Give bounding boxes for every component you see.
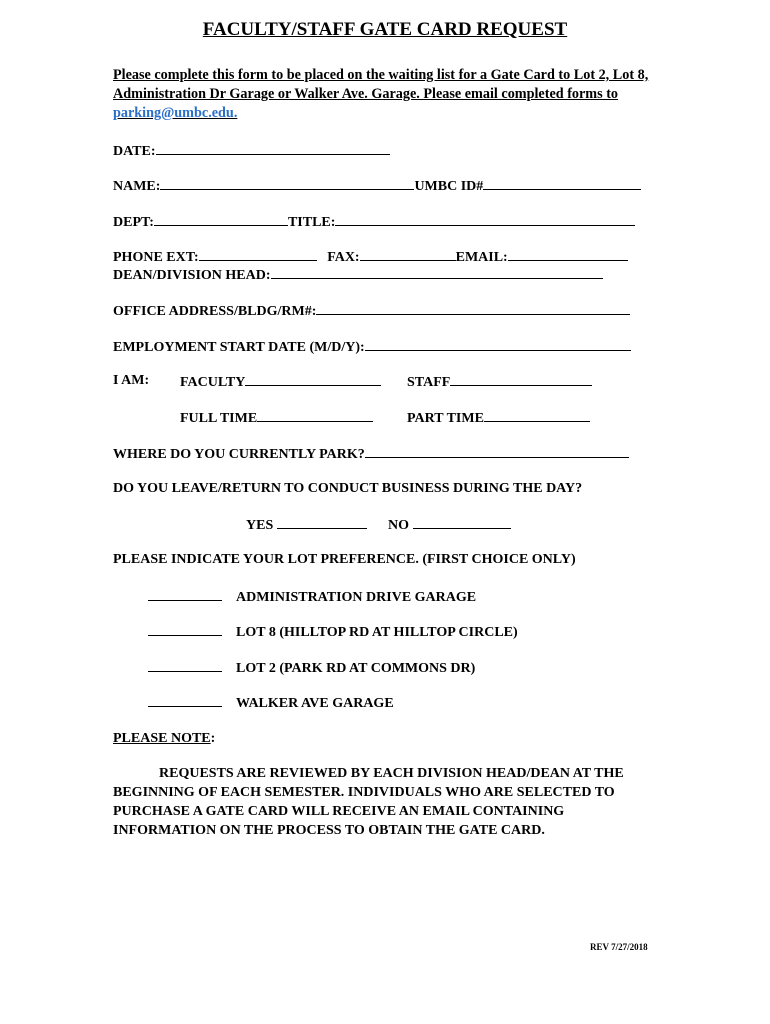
umbc-id-field[interactable]: [483, 176, 641, 190]
lot-option-label: LOT 8 (HILLTOP RD AT HILLTOP CIRCLE): [236, 625, 518, 640]
yes-label: YES: [246, 518, 274, 533]
phone-row: [113, 247, 628, 267]
yes-field[interactable]: [277, 515, 367, 529]
note-body-text: REQUESTS ARE REVIEWED BY EACH DIVISION HEAD/DEAN AT THE BEGINNING OF EACH SEMESTER. INDIVIDUALS WHO ARE SELECTED TO PURCHASE A GATE CARD WILL RECEIVE AN EMAIL CONTAINING INFORMATION ON THE PROCESS TO OBTAIN THE GATE CARD.: [113, 766, 624, 838]
faculty-label: FACULTY: [180, 375, 246, 390]
where-park-row: [113, 444, 629, 464]
employment-row: [113, 337, 631, 357]
dept-field[interactable]: [154, 212, 288, 226]
full-time-label: FULL TIME: [180, 411, 258, 426]
office-row: [113, 301, 630, 321]
dept-row: [113, 212, 635, 232]
staff-field[interactable]: [450, 372, 592, 386]
note-heading: PLEASE NOTE: [113, 731, 211, 746]
umbc-id-label: UMBC ID#: [414, 179, 484, 194]
lot-option-label: ADMINISTRATION DRIVE GARAGE: [236, 590, 477, 605]
name-label: NAME:: [113, 179, 161, 194]
date-row: [113, 141, 390, 161]
part-time-row: [407, 408, 590, 428]
where-park-field[interactable]: [365, 444, 629, 458]
intro-paragraph: [113, 66, 673, 123]
fax-field[interactable]: [360, 247, 456, 261]
where-park-label: WHERE DO YOU CURRENTLY PARK?: [113, 447, 365, 462]
no-field[interactable]: [413, 515, 511, 529]
note-heading-row: [113, 730, 215, 748]
dept-label: DEPT:: [113, 215, 154, 230]
dean-head-field[interactable]: [271, 265, 603, 279]
faculty-row: [180, 372, 381, 392]
email-label: EMAIL:: [455, 250, 508, 265]
email-field[interactable]: [508, 247, 628, 261]
title-label: TITLE:: [287, 215, 336, 230]
note-colon: :: [210, 731, 216, 746]
no-label: NO: [388, 518, 409, 533]
faculty-field[interactable]: [245, 372, 381, 386]
revision-date: REV 7/27/2018: [590, 942, 648, 952]
intro-text: Please complete this form to be placed on the waiting list for a Gate Card to Lot 2, Lot 8, Administration Dr Garage or Walker Ave. Garage. Please email completed forms to: [113, 67, 649, 102]
part-time-label: PART TIME: [407, 411, 484, 426]
no-row: [388, 515, 511, 535]
lot-option-row: [148, 622, 518, 642]
staff-label: STAFF: [407, 375, 451, 390]
phone-ext-label: PHONE EXT:: [113, 250, 199, 265]
dean-row: [113, 265, 603, 285]
note-body: [113, 764, 653, 840]
title-field[interactable]: [335, 212, 635, 226]
fax-label: FAX:: [327, 250, 360, 265]
lot-option-row: [148, 693, 394, 713]
form-title: FACULTY/STAFF GATE CARD REQUEST: [202, 19, 568, 40]
employment-start-field[interactable]: [365, 337, 631, 351]
yes-row: [246, 515, 367, 535]
i-am-label: I AM:: [113, 373, 150, 388]
full-time-field[interactable]: [257, 408, 373, 422]
lot-choice-field[interactable]: [148, 622, 222, 636]
lot-option-row: [148, 658, 475, 678]
email-link[interactable]: parking@umbc.edu.: [113, 105, 238, 121]
leave-return-label: DO YOU LEAVE/RETURN TO CONDUCT BUSINESS DURING THE DAY?: [113, 481, 583, 496]
name-row: [113, 176, 641, 196]
employment-start-label: EMPLOYMENT START DATE (M/D/Y):: [113, 340, 365, 355]
lot-option-label: WALKER AVE GARAGE: [236, 696, 394, 711]
phone-ext-field[interactable]: [199, 247, 317, 261]
lot-choice-field[interactable]: [148, 587, 222, 601]
office-address-field[interactable]: [316, 301, 630, 315]
lot-option-row: [148, 587, 476, 607]
lot-preference-label: PLEASE INDICATE YOUR LOT PREFERENCE. (FIRST CHOICE ONLY): [113, 552, 576, 567]
full-time-row: [180, 408, 373, 428]
office-address-label: OFFICE ADDRESS/BLDG/RM#:: [113, 304, 317, 319]
lot-choice-field[interactable]: [148, 693, 222, 707]
name-field[interactable]: [160, 176, 414, 190]
dean-head-label: DEAN/DIVISION HEAD:: [113, 268, 271, 283]
date-field[interactable]: [156, 141, 390, 155]
part-time-field[interactable]: [484, 408, 590, 422]
lot-choice-field[interactable]: [148, 658, 222, 672]
staff-row: [407, 372, 592, 392]
lot-option-label: LOT 2 (PARK RD AT COMMONS DR): [236, 661, 476, 676]
date-label: DATE:: [113, 144, 156, 159]
